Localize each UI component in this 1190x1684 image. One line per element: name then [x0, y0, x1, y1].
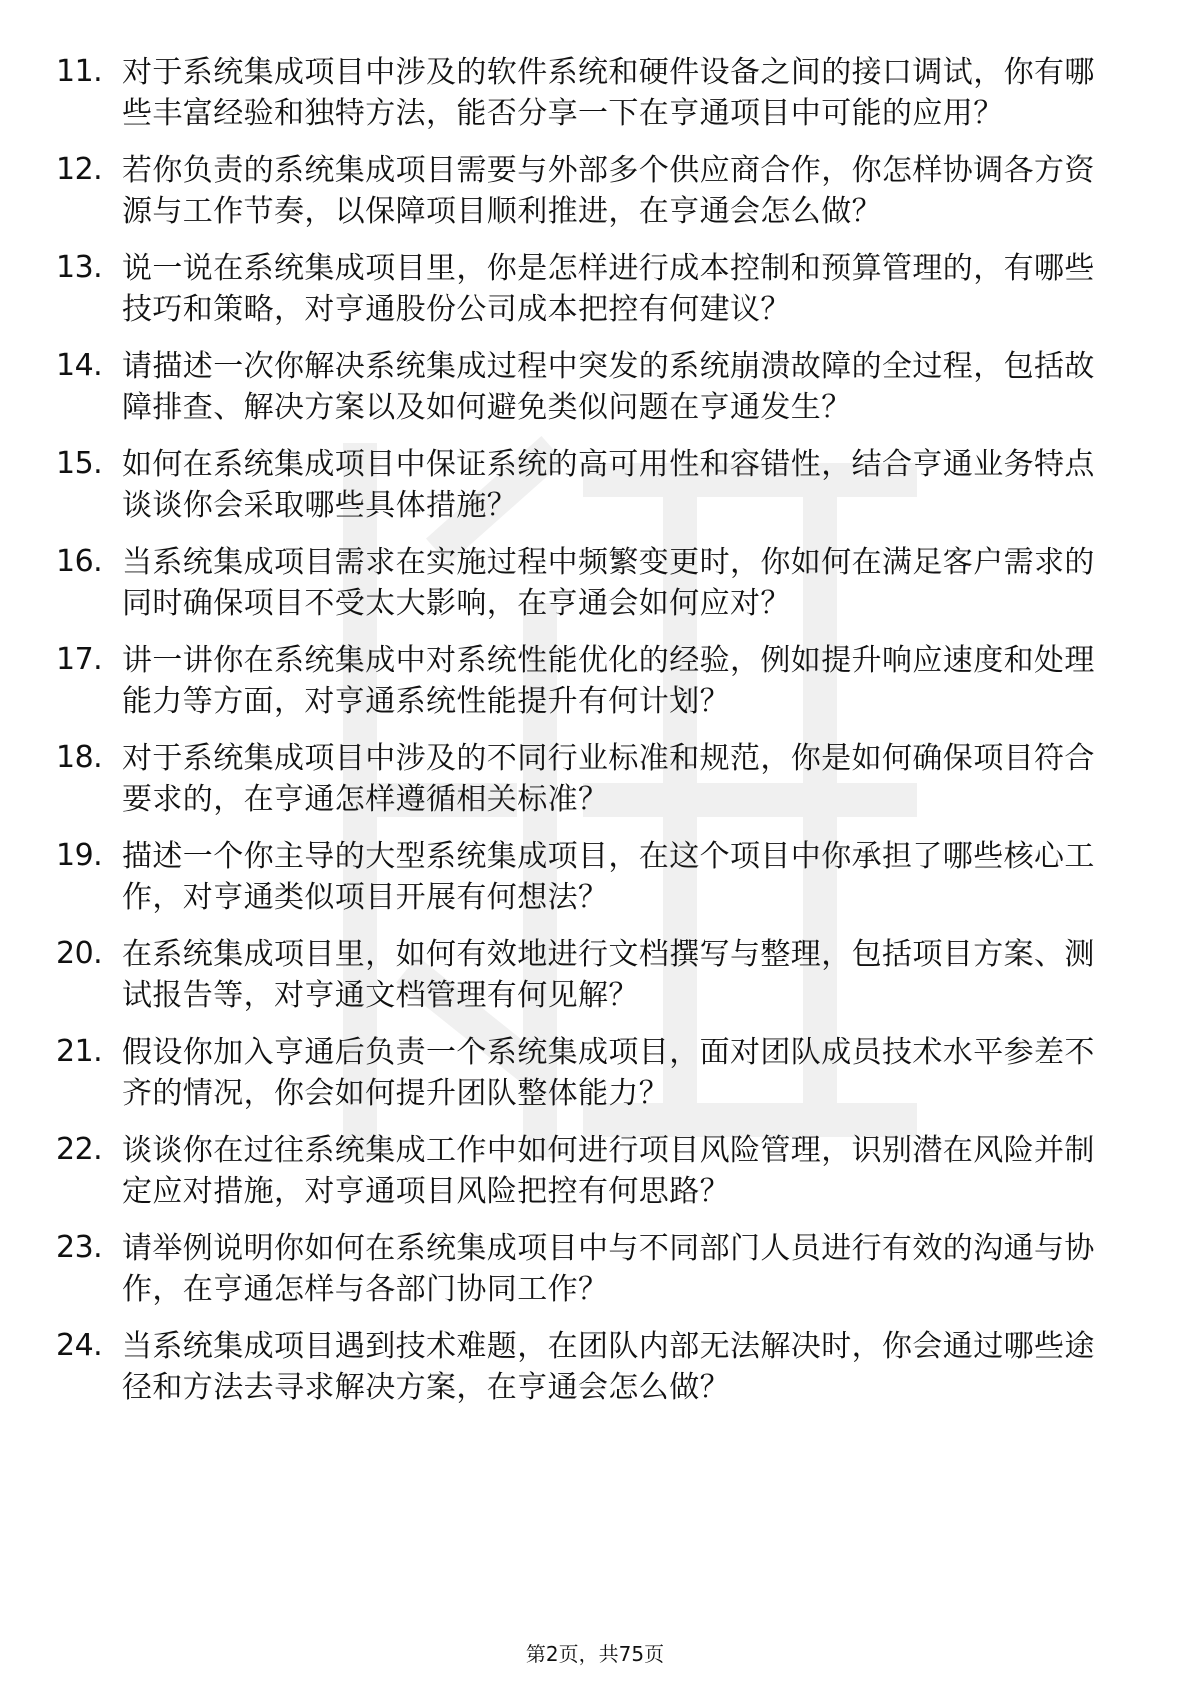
question-text: 谈谈你在过往系统集成工作中如何进行项目风险管理，识别潜在风险并制定应对措施，对亨通项目风险把控有何思路？: [122, 1133, 1095, 1209]
page-number-label: 第2页，共75页: [525, 1642, 665, 1666]
question-text: 说一说在系统集成项目里，你是怎样进行成本控制和预算管理的，有哪些技巧和策略，对亨通股份公司成本把控有何建议？: [122, 251, 1095, 327]
question-item: [56, 738, 1116, 820]
question-list: [56, 52, 1116, 1424]
question-text: 若你负责的系统集成项目需要与外部多个供应商合作，你怎样协调各方资源与工作节奏，以保障项目顺利推进，在亨通会怎么做？: [122, 153, 1095, 229]
question-item: [56, 934, 1116, 1016]
question-text: 当系统集成项目遇到技术难题，在团队内部无法解决时，你会通过哪些途径和方法去寻求解决方案，在亨通会怎么做？: [122, 1329, 1095, 1405]
question-number: 23.: [56, 1230, 103, 1265]
question-number: 24.: [56, 1328, 103, 1363]
question-text: 请描述一次你解决系统集成过程中突发的系统崩溃故障的全过程，包括故障排查、解决方案以及如何避免类似问题在亨通发生？: [122, 349, 1095, 425]
question-number: 20.: [56, 936, 103, 971]
question-number: 17.: [56, 642, 103, 677]
question-text: 当系统集成项目需求在实施过程中频繁变更时，你如何在满足客户需求的同时确保项目不受太大影响，在亨通会如何应对？: [122, 545, 1095, 621]
page-footer: [0, 1640, 1190, 1668]
question-text: 对于系统集成项目中涉及的软件系统和硬件设备之间的接口调试，你有哪些丰富经验和独特方法，能否分享一下在亨通项目中可能的应用？: [122, 55, 1095, 131]
question-item: [56, 346, 1116, 428]
question-text: 描述一个你主导的大型系统集成项目，在这个项目中你承担了哪些核心工作，对亨通类似项目开展有何想法？: [122, 839, 1095, 915]
question-item: [56, 836, 1116, 918]
question-number: 16.: [56, 544, 103, 579]
question-number: 13.: [56, 250, 103, 285]
question-item: [56, 52, 1116, 134]
question-text: 如何在系统集成项目中保证系统的高可用性和容错性，结合亨通业务特点谈谈你会采取哪些具体措施？: [122, 447, 1095, 523]
question-item: [56, 444, 1116, 526]
question-number: 19.: [56, 838, 103, 873]
question-number: 22.: [56, 1132, 103, 1167]
question-number: 14.: [56, 348, 103, 383]
question-number: 12.: [56, 152, 103, 187]
question-text: 请举例说明你如何在系统集成项目中与不同部门人员进行有效的沟通与协作，在亨通怎样与各部门协同工作？: [122, 1231, 1095, 1307]
question-item: [56, 640, 1116, 722]
question-item: [56, 248, 1116, 330]
question-number: 15.: [56, 446, 103, 481]
question-item: [56, 1130, 1116, 1212]
question-number: 11.: [56, 54, 103, 89]
question-item: [56, 542, 1116, 624]
question-item: [56, 1032, 1116, 1114]
question-item: [56, 1326, 1116, 1408]
question-text: 对于系统集成项目中涉及的不同行业标准和规范，你是如何确保项目符合要求的，在亨通怎样遵循相关标准？: [122, 741, 1095, 817]
question-text: 在系统集成项目里，如何有效地进行文档撰写与整理，包括项目方案、测试报告等，对亨通文档管理有何见解？: [122, 937, 1095, 1013]
question-item: [56, 1228, 1116, 1310]
question-item: [56, 150, 1116, 232]
question-text: 假设你加入亨通后负责一个系统集成项目，面对团队成员技术水平参差不齐的情况，你会如何提升团队整体能力？: [122, 1035, 1095, 1111]
question-number: 21.: [56, 1034, 103, 1069]
question-text: 讲一讲你在系统集成中对系统性能优化的经验，例如提升响应速度和处理能力等方面，对亨通系统性能提升有何计划？: [122, 643, 1095, 719]
question-number: 18.: [56, 740, 103, 775]
